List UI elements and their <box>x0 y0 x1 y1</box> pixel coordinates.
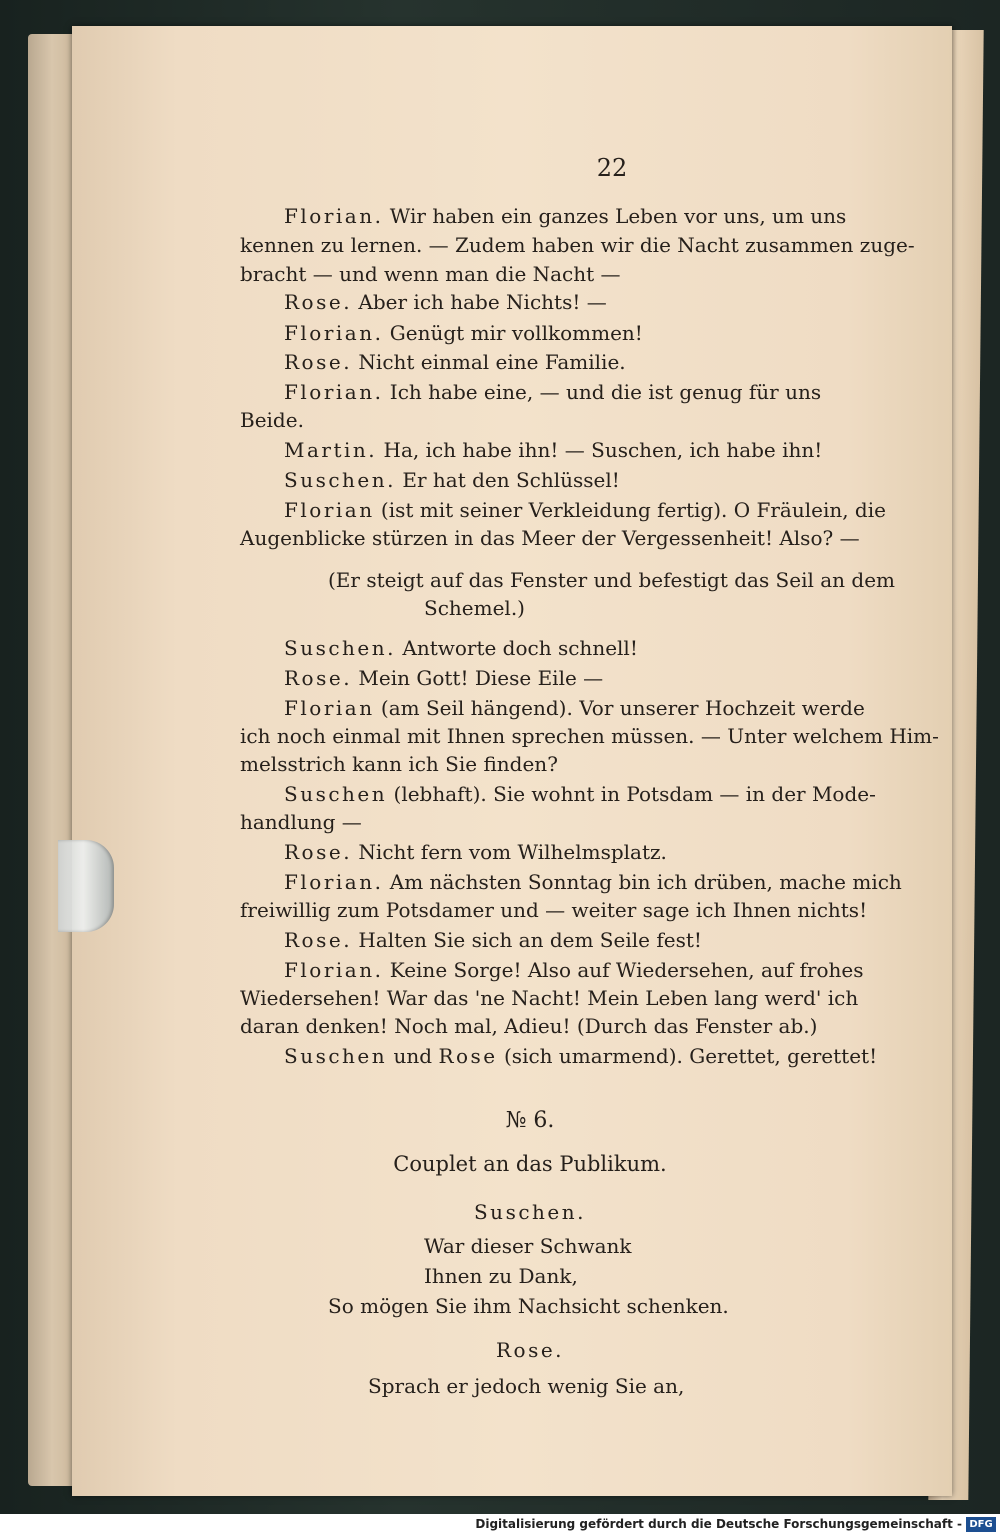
dialogue-line: Suschen. Antworte doch schnell! <box>284 636 638 660</box>
section-heading: Couplet an das Publikum. <box>393 1152 667 1176</box>
dialogue-line: bracht — und wenn man die Nacht — <box>240 262 621 286</box>
book-page <box>72 26 952 1496</box>
dialogue-line: Florian. Am nächsten Sonntag bin ich drüben, mache mich <box>284 870 902 894</box>
dialogue-line: Suschen. Er hat den Schlüssel! <box>284 468 620 492</box>
dialogue-line: Rose. Halten Sie sich an dem Seile fest! <box>284 928 702 952</box>
page-clip <box>58 840 114 932</box>
footer-credit: Digitalisierung gefördert durch die Deutsche Forschungsgemeinschaft - <box>475 1517 962 1531</box>
dialogue-line: Rose. Nicht einmal eine Familie. <box>284 350 626 374</box>
dialogue-line: Martin. Ha, ich habe ihn! — Suschen, ich habe ihn! <box>284 438 823 462</box>
dialogue-line: Rose. Mein Gott! Diese Eile — <box>284 666 604 690</box>
section-number: № 6. <box>505 1108 555 1133</box>
dialogue-line: Augenblicke stürzen in das Meer der Vergessenheit! Also? — <box>240 526 860 550</box>
dialogue-line: Florian. Wir haben ein ganzes Leben vor uns, um uns <box>284 204 847 228</box>
song-speaker: Suschen. <box>473 1200 586 1224</box>
verse-line: Sprach er jedoch wenig Sie an, <box>368 1374 685 1398</box>
verse-line: War dieser Schwank <box>424 1234 632 1258</box>
dialogue-line: Florian (am Seil hängend). Vor unserer Hochzeit werde <box>284 696 865 720</box>
dialogue-line: Florian. Keine Sorge! Also auf Wiedersehen, auf frohes <box>284 958 864 982</box>
dialogue-line: Suschen und Rose (sich umarmend). Gerettet, gerettet! <box>284 1044 878 1068</box>
footer-bar <box>0 1514 1000 1536</box>
dialogue-line: Beide. <box>240 408 304 432</box>
dialogue-line: ich noch einmal mit Ihnen sprechen müssen. — Unter welchem Him- <box>240 724 939 748</box>
dialogue-line: kennen zu lernen. — Zudem haben wir die Nacht zusammen zuge- <box>240 233 915 257</box>
dialogue-line: Rose. Aber ich habe Nichts! — <box>284 290 607 314</box>
dfg-logo: DFG <box>966 1517 996 1532</box>
dialogue-line: melsstrich kann ich Sie finden? <box>240 752 558 776</box>
dialogue-line: freiwillig zum Potsdamer und — weiter sage ich Ihnen nichts! <box>240 898 868 922</box>
dialogue-line: Florian (ist mit seiner Verkleidung fertig). O Fräulein, die <box>284 498 886 522</box>
page-number: 22 <box>596 154 628 182</box>
page-stack-edge <box>28 34 76 1486</box>
verse-line: So mögen Sie ihm Nachsicht schenken. <box>328 1294 729 1318</box>
dialogue-line: daran denken! Noch mal, Adieu! (Durch das Fenster ab.) <box>240 1014 818 1038</box>
stage-direction: (Er steigt auf das Fenster und befestigt das Seil an dem <box>328 568 896 592</box>
song-speaker: Rose. <box>495 1338 565 1362</box>
dialogue-line: Rose. Nicht fern vom Wilhelmsplatz. <box>284 840 667 864</box>
dialogue-line: Wiedersehen! War das 'ne Nacht! Mein Leben lang werd' ich <box>240 986 859 1010</box>
dialogue-line: Florian. Genügt mir vollkommen! <box>284 321 643 345</box>
verse-line: Ihnen zu Dank, <box>424 1264 578 1288</box>
dialogue-line: Suschen (lebhaft). Sie wohnt in Potsdam — in der Mode- <box>284 782 876 806</box>
dialogue-line: handlung — <box>240 810 362 834</box>
stage-direction: Schemel.) <box>424 596 525 620</box>
dialogue-line: Florian. Ich habe eine, — und die ist genug für uns <box>284 380 822 404</box>
